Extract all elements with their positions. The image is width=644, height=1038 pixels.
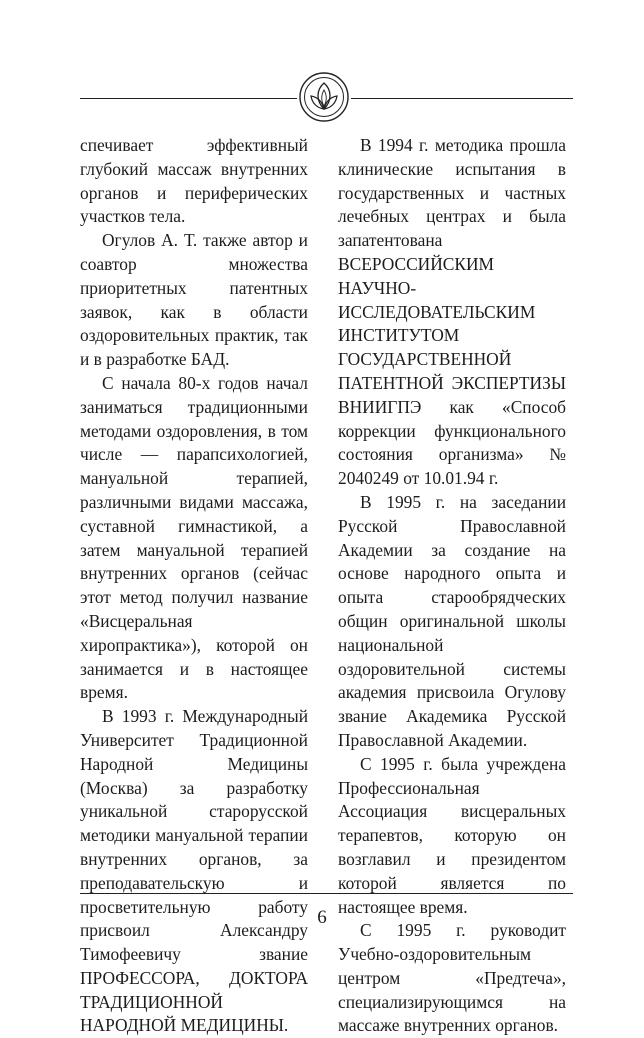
footer-rule (80, 893, 573, 894)
paragraph: С 1995 г. руководит Учебно-оздоровительным центром «Предтеча», специализирующимся на массаже внутренних органов. (338, 920, 566, 1036)
page-number: 6 (317, 907, 327, 928)
paragraph: В 1995 г. на заседании Русской Православной Академии за создание на основе народного опыта и опыта старообрядческих общин оригинальной школы национальной оздоровительной системы академия присвоила Огулову звание Академика Русской Православной Академии. (338, 491, 566, 750)
lotus-ornament-icon (297, 70, 351, 124)
paragraph: В 1994 г. методика прошла клинические испытания в государственных и частных лечебных центрах и была запатентована ВСЕРОССИЙСКИМ НАУЧНО-ИССЛЕДОВАТЕЛЬСКИМ ИНСТИТУТОМ ГОСУДАРСТВЕННОЙ ПАТЕНТНОЙ ЭКСПЕРТИЗЫ ВНИИГПЭ как «Способ коррекции функционального состояния организма» № 2040249 от 10.01.94 г. (338, 135, 566, 489)
paragraph: В 1993 г. Международный Университет Традиционной Народной Медицины (Москва) за разработку уникальной старорусской методики мануальной терапии внутренних органов, за преподавательскую и просветительную работу присвоил Александру Тимофеевичу звание ПРОФЕССОРА, ДОКТОРА ТРАДИЦИОННОЙ НАРОДНОЙ МЕДИЦИНЫ. (80, 706, 308, 1036)
paragraph: Огулов А. Т. также автор и соавтор множества приоритетных патентных заявок, как в области оздоровительных практик, так и в разработке БАД. (80, 230, 308, 370)
left-text-column (80, 134, 308, 1038)
right-text-column (338, 134, 566, 1038)
paragraph: С 1995 г. была учреждена Профессиональная Ассоциация висцеральных терапевтов, которую он возглавил и президентом которой является по настоящее время. (338, 753, 566, 917)
paragraph: С начала 80-х годов начал заниматься традиционными методами оздоровления, в том числе — парапсихологией, мануальной терапией, различными видами массажа, суставной гимнастикой, а затем мануальной терапией внутренних органов (сейчас этот метод получил название «Висцеральная хиропрактика»), которой он занимается и в настоящее время. (80, 372, 308, 703)
paragraph: спечивает эффективный глубокий массаж внутренних органов и периферических участков тела. (80, 135, 308, 227)
